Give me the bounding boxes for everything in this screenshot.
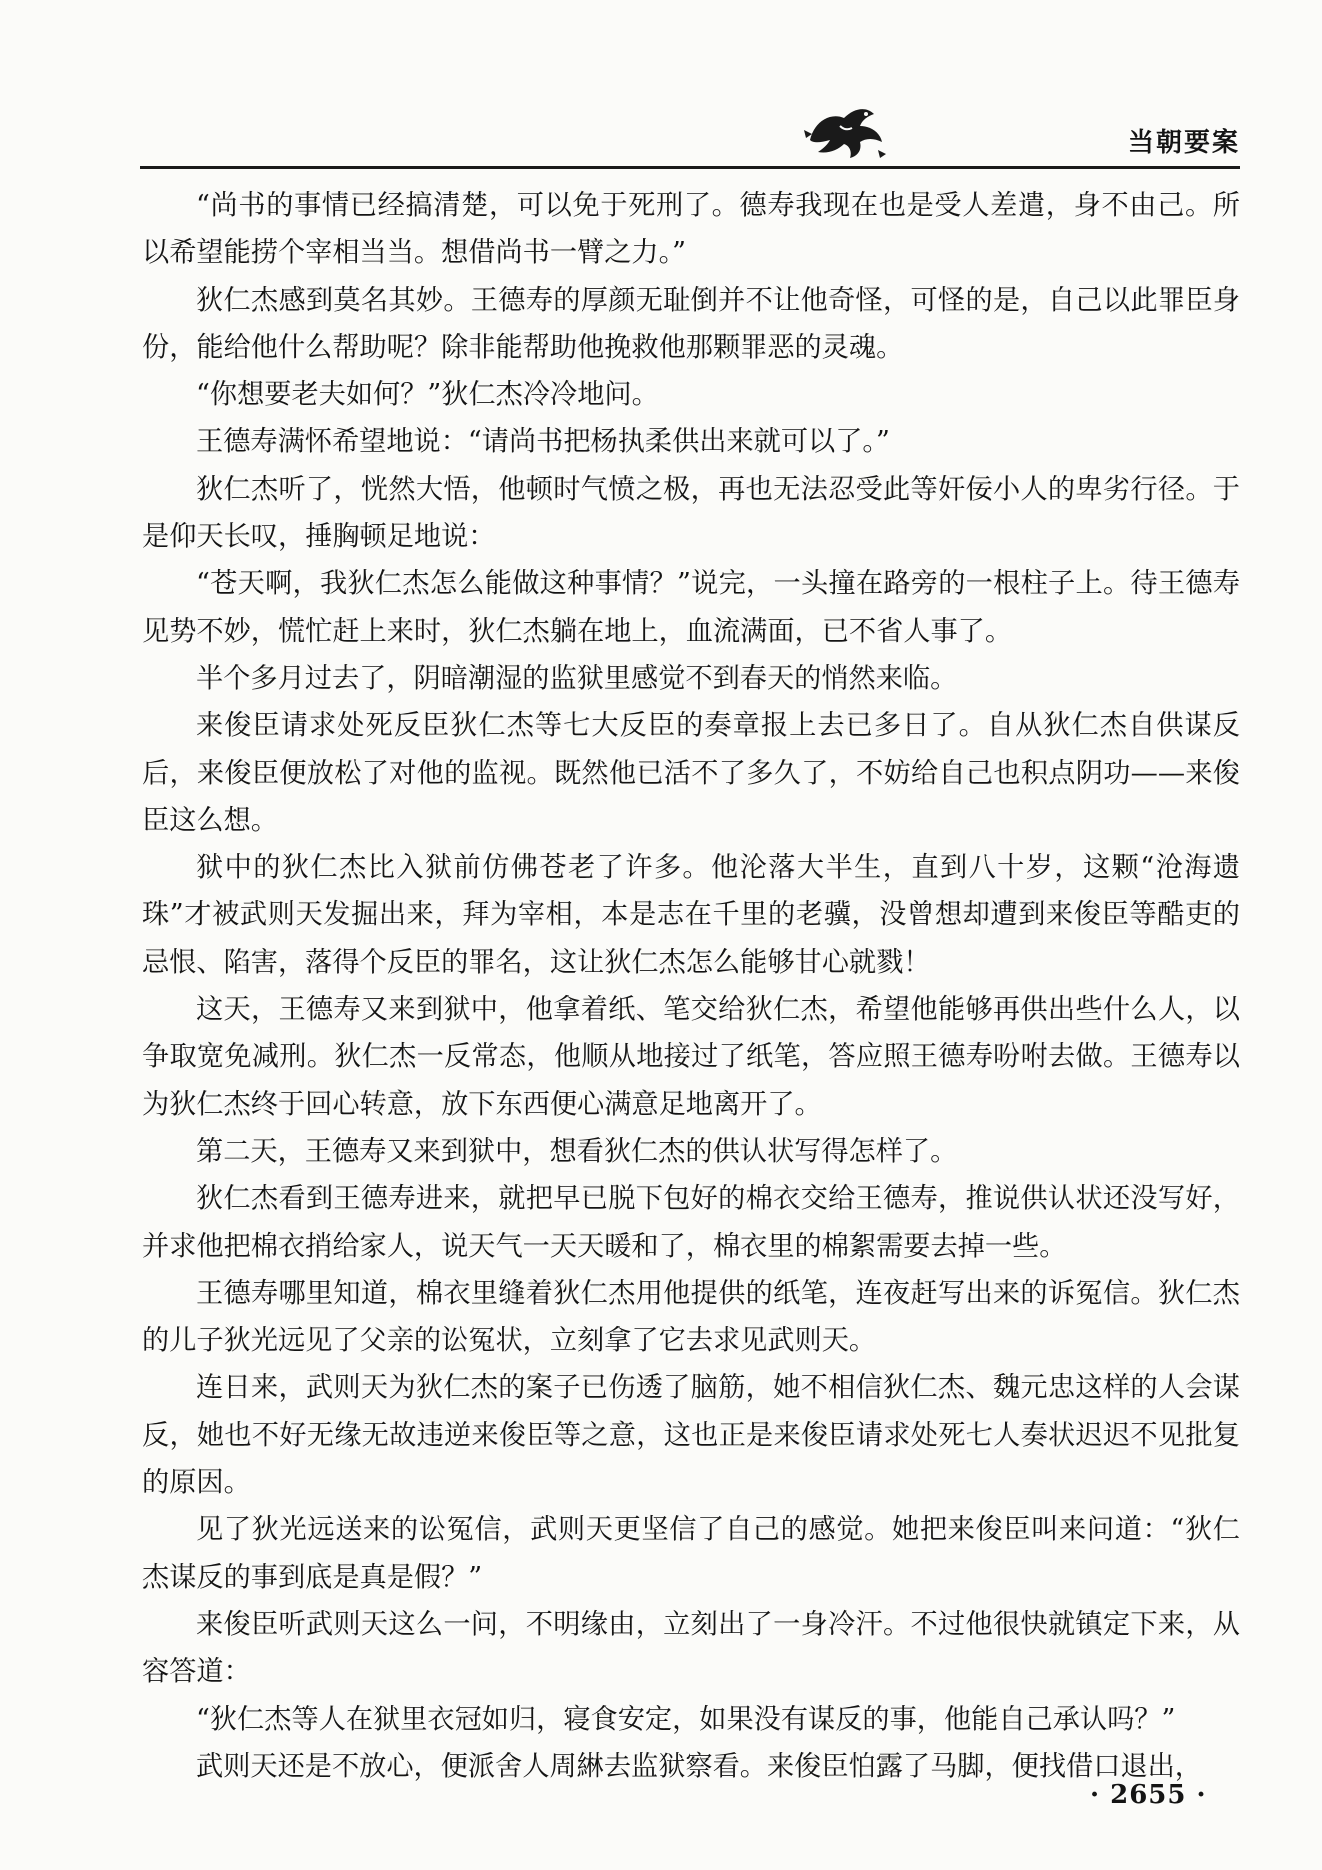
paragraph: 武则天还是不放心，便派舍人周綝去监狱察看。来俊臣怕露了马脚，便找借口退出，	[196, 1750, 1202, 1782]
paragraph: 狄仁杰听了，恍然大悟，他顿时气愤之极，再也无法忍受此等奸佞小人的卑劣行径。于是仰天长叹，捶胸顿足地说：	[142, 473, 1240, 553]
paragraph: 来俊臣听武则天这么一问，不明缘由，立刻出了一身冷汗。不过他很快就镇定下来，从容答道：	[142, 1608, 1240, 1688]
paragraph: 王德寿满怀希望地说：“请尚书把杨执柔供出来就可以了。”	[196, 426, 890, 458]
paragraph: 这天，王德寿又来到狱中，他拿着纸、笔交给狄仁杰，希望他能够再供出些什么人，以争取宽免减刑。狄仁杰一反常态，他顺从地接过了纸笔，答应照王德寿吩咐去做。王德寿以为狄仁杰终于回心转意，放下东西便心满意足地离开了。	[142, 994, 1240, 1120]
paragraph: “狄仁杰等人在狱里衣冠如归，寝食安定，如果没有谋反的事，他能自己承认吗？”	[196, 1703, 1176, 1735]
paragraph: “尚书的事情已经搞清楚，可以免于死刑了。德寿我现在也是受人差遣，身不由己。所以希望能捞个宰相当当。想借尚书一臂之力。”	[142, 190, 1240, 269]
paragraph: 王德寿哪里知道，棉衣里缝着狄仁杰用他提供的纸笔，连夜赶写出来的诉冤信。狄仁杰的儿子狄光远见了父亲的讼冤状，立刻拿了它去求见武则天。	[142, 1277, 1240, 1357]
paragraph: 狱中的狄仁杰比入狱前仿佛苍老了许多。他沦落大半生，直到八十岁，这颗“沧海遗珠”才被武则天发掘出来，拜为宰相，本是志在千里的老骥，没曾想却遭到来俊臣等酷吏的忌恨、陷害，落得个反臣的罪名，这让狄仁杰怎么能够甘心就戮！	[142, 852, 1240, 978]
paragraph: 狄仁杰感到莫名其妙。王德寿的厚颜无耻倒并不让他奇怪，可怪的是，自己以此罪臣身份，能给他什么帮助呢？除非能帮助他挽救他那颗罪恶的灵魂。	[142, 284, 1240, 363]
paragraph: 连日来，武则天为狄仁杰的案子已伤透了脑筋，她不相信狄仁杰、魏元忠这样的人会谋反，她也不好无缘无故违逆来俊臣等之意，这也正是来俊臣请求处死七人奏状迟迟不见批复的原因。	[142, 1372, 1240, 1499]
paragraph: 狄仁杰看到王德寿进来，就把早已脱下包好的棉衣交给王德寿，推说供认状还没写好，并求他把棉衣捎给家人，说天气一天天暖和了，棉衣里的棉絮需要去掉一些。	[142, 1183, 1240, 1262]
paragraph: 见了狄光远送来的讼冤信，武则天更坚信了自己的感觉。她把来俊臣叫来问道：“狄仁杰谋反的事到底是真是假？”	[142, 1514, 1240, 1593]
paragraph: “你想要老夫如何？”狄仁杰冷冷地问。	[196, 379, 659, 411]
page-header	[140, 100, 1240, 160]
paragraph: “苍天啊，我狄仁杰怎么能做这种事情？”说完，一头撞在路旁的一根柱子上。待王德寿见势不妙，慌忙赶上来时，狄仁杰躺在地上，血流满面，已不省人事了。	[142, 568, 1240, 647]
dragon-emblem-icon	[800, 100, 888, 162]
paragraph: 半个多月过去了，阴暗潮湿的监狱里感觉不到春天的悄然来临。	[196, 662, 958, 694]
paragraph: 来俊臣请求处死反臣狄仁杰等七大反臣的奏章报上去已多日了。自从狄仁杰自供谋反后，来俊臣便放松了对他的监视。既然他已活不了多久了，不妨给自己也积点阴功——来俊臣这么想。	[142, 710, 1240, 836]
body-text	[142, 182, 1240, 1790]
page-number: · 2655 ·	[1090, 1780, 1207, 1810]
header-rule	[140, 166, 1240, 169]
paragraph: 第二天，王德寿又来到狱中，想看狄仁杰的供认状写得怎样了。	[196, 1135, 958, 1167]
section-title: 当朝要案	[1127, 128, 1240, 158]
